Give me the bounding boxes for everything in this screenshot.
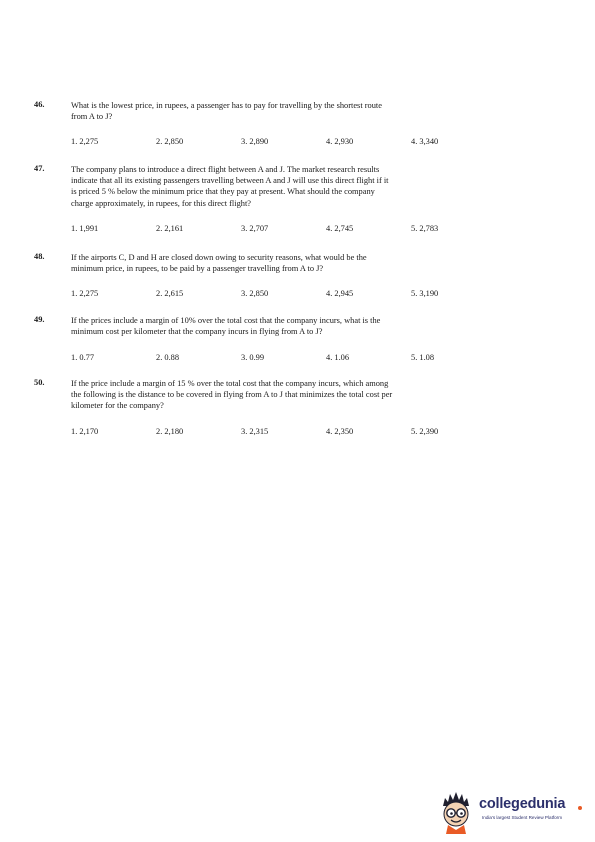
- question-46: [34, 100, 504, 149]
- option-2: 2. 2,615: [156, 289, 184, 299]
- question-text: If the prices include a margin of 10% over the total cost that the company incurs, what is the minimum cost per kilometer that the company incurs in flying from A to J?: [71, 316, 381, 337]
- option-5: 4. 3,340: [411, 137, 439, 147]
- question-49: [34, 315, 504, 365]
- question-number: 50.: [34, 378, 45, 387]
- question-50: [34, 378, 504, 439]
- option-5: 5. 2,783: [411, 223, 439, 233]
- option-3: 3. 2,850: [241, 289, 269, 299]
- option-2: 2. 2,161: [156, 223, 184, 233]
- question-text: What is the lowest price, in rupees, a passenger has to pay for travelling by the shortest route from A to J?: [71, 101, 382, 122]
- option-1: 1. 1,991: [71, 223, 99, 233]
- question-number: 49.: [34, 315, 45, 324]
- option-5: 5. 3,190: [411, 289, 439, 299]
- options-row: [71, 289, 504, 301]
- option-4: 4. 2,745: [326, 223, 354, 233]
- option-5: 5. 1.08: [411, 353, 435, 363]
- options-row: [71, 137, 504, 149]
- question-text: The company plans to introduce a direct flight between A and J. The market research results indicate that all its existing passengers travelling between A and J will use this direct flight if it is priced 5 % below the minimum price that they pay at present. What should the company charge approximately, in rupees, for this direct flight?: [71, 165, 389, 208]
- collegedunia-mascot-icon: [436, 790, 476, 834]
- option-1: 1. 2,170: [71, 426, 99, 436]
- option-3: 3. 2,707: [241, 223, 269, 233]
- option-3: 3. 0.99: [241, 353, 265, 363]
- option-1: 1. 0.77: [71, 353, 95, 363]
- option-4: 4. 2,350: [326, 426, 354, 436]
- option-5: 5. 2,390: [411, 426, 439, 436]
- question-number: 46.: [34, 100, 45, 109]
- options-row: [71, 427, 504, 439]
- option-3: 3. 2,890: [241, 137, 269, 147]
- question-number: 47.: [34, 164, 45, 173]
- option-2: 2. 0.88: [156, 353, 180, 363]
- question-47: [34, 164, 504, 236]
- question-48: [34, 252, 504, 301]
- options-row: [71, 353, 504, 365]
- logo-accent-dot: [578, 806, 582, 810]
- option-1: 1. 2,275: [71, 289, 99, 299]
- option-4: 4. 1.06: [326, 353, 350, 363]
- question-number: 48.: [34, 252, 45, 261]
- option-2: 2. 2,180: [156, 426, 184, 436]
- option-1: 1. 2,275: [71, 137, 99, 147]
- option-4: 4. 2,945: [326, 289, 354, 299]
- collegedunia-logo: [436, 790, 586, 836]
- logo-wordmark: collegedunia: [479, 796, 566, 812]
- options-row: [71, 224, 504, 236]
- option-2: 2. 2,850: [156, 137, 184, 147]
- logo-tagline: India's largest Student Review Platform: [482, 815, 563, 820]
- question-text: If the airports C, D and H are closed down owing to security reasons, what would be the minimum price, in rupees, to be paid by a passenger travelling from A to J?: [71, 253, 367, 274]
- question-text: If the price include a margin of 15 % over the total cost that the company incurs, which among the following is the distance to be covered in flying from A to J that minimizes the total cost per kilometer for the company?: [71, 379, 393, 411]
- option-3: 3. 2,315: [241, 426, 269, 436]
- option-4: 4. 2,930: [326, 137, 354, 147]
